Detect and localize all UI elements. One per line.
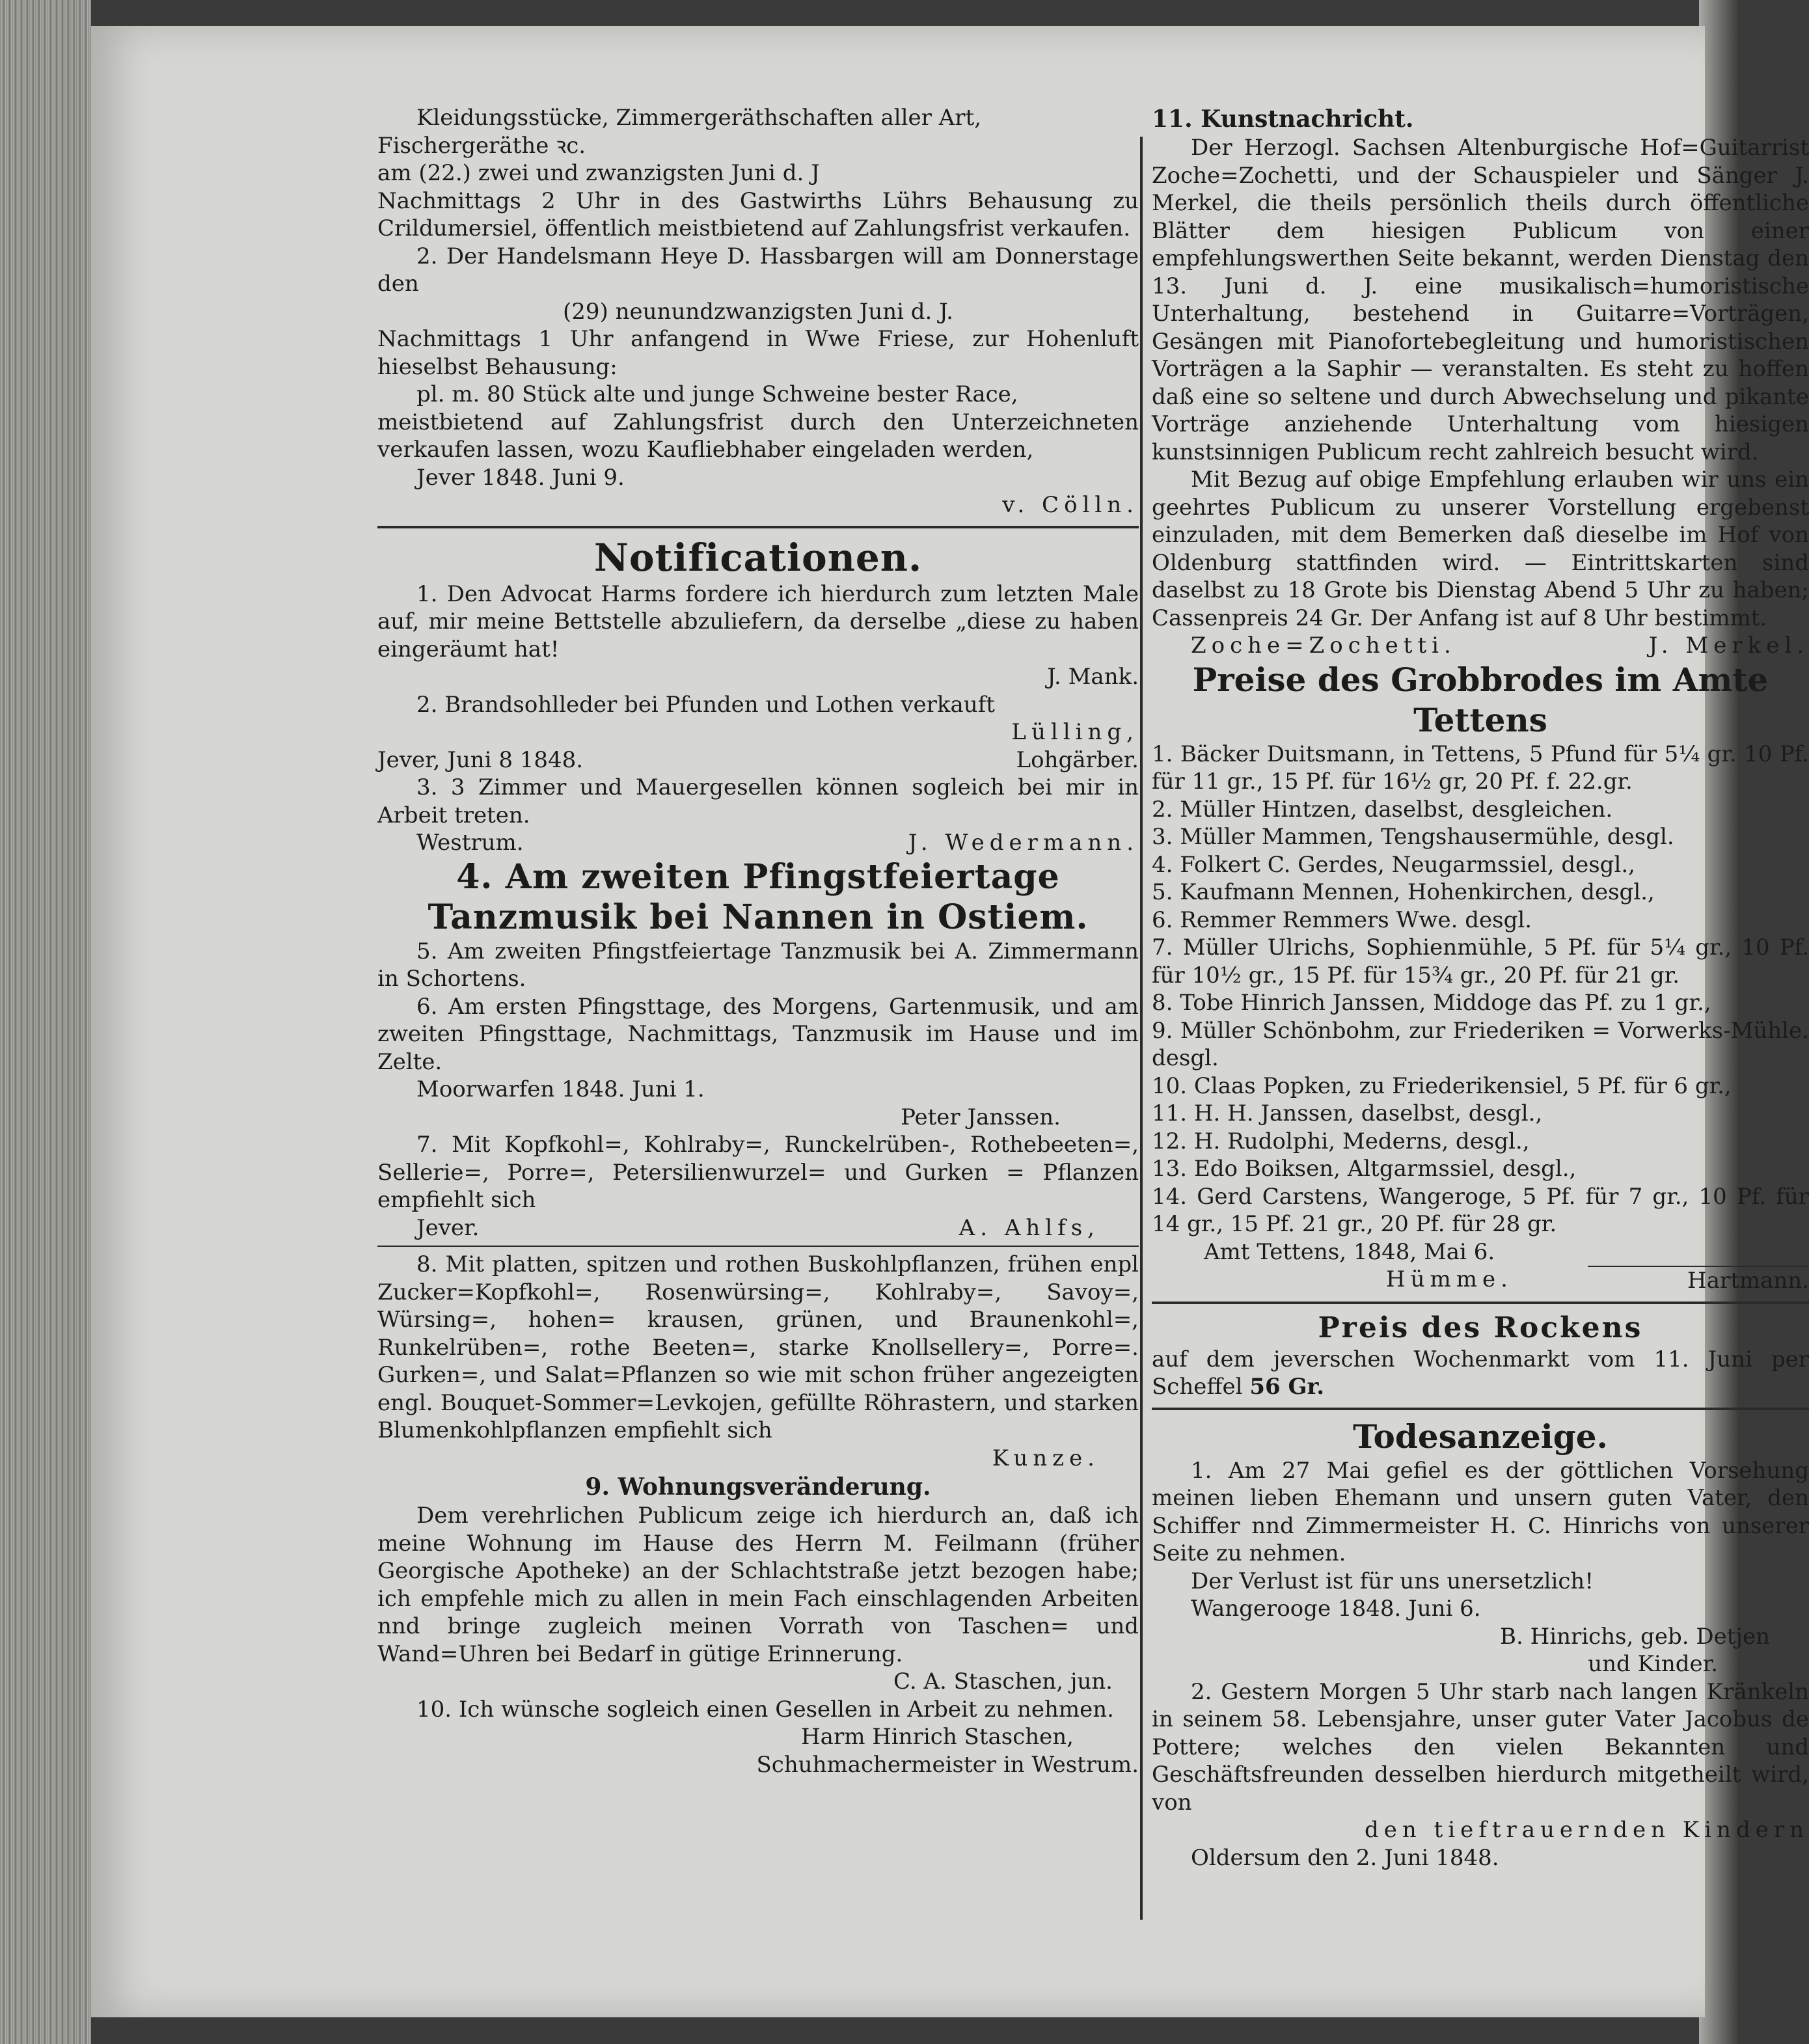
intro-line: Kleidungsstücke, Zimmergeräthschaften aller Art, — [416, 105, 981, 131]
notice-1-signature: J. Mank. — [1047, 664, 1139, 690]
notice-11-b: Mit Bezug auf obige Empfehlung erlauben wir uns ein geehrtes Publicum zu unserer Vorstellung ergebenst einzuladen, mit dem Bemerken daß dieselbe im Hof von Oldenburg stattfinden wird. — Eintrittskarten sind daselbst zu 18 Grote bis Dienstag Abend 5 Uhr zu haben; Cassenpreis 24 Gr. Der Anfang ist auf 8 Uhr bestimmt. — [1152, 467, 1809, 631]
newspaper-page — [91, 26, 1809, 2017]
intro-line: pl. m. 80 Stück alte und junge Schweine bester Race, — [416, 381, 1018, 407]
prices-signature-2: Hartmann. — [1588, 1266, 1809, 1295]
notice-9: Dem verehrlichen Publicum zeige ich hierdurch an, daß ich meine Wohnung im Hause des Herrn M. Feilmann (früher Georgische Apotheke) an der Schlachtstraße jetzt bezogen habe; ich empfehle mich zu allen in mein Fach einschlagenden Arbeiten nnd bringe zugleich meinen Vorrath von Taschen= und Wand=Uhren bei Bedarf in gütige Erinnerung. — [377, 1503, 1139, 1667]
intro-signature: v. Cölln. — [1002, 492, 1139, 518]
notice-11-title: 11. Kunstnachricht. — [1152, 105, 1414, 133]
prices-place: Amt Tettens, 1848, Mai 6. — [1204, 1238, 1495, 1265]
death-notice-1: 1. Am 27 Mai gefiel es der göttlichen Vorsehung meinen lieben Ehemann und unsern guten Vater, den Schiffer nnd Zimmermeister H. C. Hinrichs von unserer Seite zu nehmen. — [1152, 1457, 1809, 1566]
prices-signature-1: Hümme. — [1386, 1266, 1513, 1292]
notice-11-signature-2: J. Merkel. — [1648, 633, 1809, 659]
death-notice-heading: Todesanzeige. — [1353, 1417, 1608, 1456]
rye-price-value: 56 Gr. — [1249, 1374, 1325, 1400]
intro-line: am (22.) zwei und zwanzigsten Juni d. J — [377, 160, 820, 186]
notice-11: Der Herzogl. Sachsen Altenburgische Hof=Guitarrist Zoche=Zochetti, und der Schauspieler und Sänger J. Merkel, die theils persönlich theils durch öffentliche Blätter dem hiesigen Publicum von einer empfehlungswerthen Seite bekannt, werden Dienstag den 13. Juni d. J. eine musikalisch=humoristische Unterhaltung, bestehend in Guitarre=Vorträgen, Gesängen mit Pianofortebegleitung und humoristischen Vorträgen a la Saphir — veranstalten. Es steht zu hoffen daß eine so seltene und durch Abwechselung und pikante Vorträge anziehende Unterhaltung vom hiesigen kunstsinnigen Publicum recht zahlreich besucht wird. — [1152, 135, 1809, 465]
price-item: 11. H. H. Janssen, daselbst, desgl., — [1152, 1100, 1543, 1126]
intro-line: Fischergeräthe ꝛc. — [377, 132, 586, 159]
notice-10-occupation: Schuhmachermeister in Westrum. — [756, 1751, 1139, 1778]
death-notice-1-b: Der Verlust ist für uns unersetzlich! — [1191, 1568, 1594, 1594]
notice-2-name: Lülling, — [1011, 719, 1139, 745]
notice-2: 2. Brandsohlleder bei Pfunden und Lothen verkauft — [416, 691, 995, 718]
intro-line: meistbietend auf Zahlungsfrist durch den Unterzeichneten verkaufen lassen, wozu Kaufliebhaber eingeladen werden, — [377, 409, 1139, 463]
notice-3-place: Westrum. — [416, 830, 524, 856]
section-rule — [377, 526, 1139, 528]
book-page-edges — [0, 0, 91, 2044]
notice-3-signature: J. Wedermann. — [908, 830, 1139, 856]
intro-line: Nachmittags 2 Uhr in des Gastwirths Lührs Behausung zu Crildumersiel, öffentlich meistbietend auf Zahlungsfrist verkaufen. — [377, 187, 1139, 241]
intro-line: Nachmittags 1 Uhr anfangend in Wwe Friese, zur Hohenluft hieselbst Behausung: — [377, 326, 1139, 380]
rye-price-heading: Preis des Rockens — [1318, 1311, 1643, 1344]
notice-4-line-2: Tanzmusik bei Nannen in Ostiem. — [428, 897, 1089, 937]
notice-6-signature: Peter Janssen. — [901, 1104, 1061, 1130]
death-notice-2-place: Oldersum den 2. Juni 1848. — [1191, 1844, 1499, 1871]
notice-8-signature: Kunze. — [992, 1445, 1100, 1471]
rye-price-label: auf dem jeverschen Wochenmarkt vom 11. Juni per Scheffel — [1152, 1346, 1809, 1400]
left-column — [377, 104, 1139, 1778]
intro-line: 2. Der Handelsmann Heye D. Hassbargen will am Donnerstage den — [377, 243, 1139, 297]
notice-5: 5. Am zweiten Pfingstfeiertage Tanzmusik bei A. Zimmermann in Schortens. — [377, 938, 1139, 992]
right-column — [1152, 104, 1809, 1872]
section-rule — [1152, 1408, 1809, 1410]
death-notice-1-signature: B. Hinrichs, geb. Detjen — [1499, 1623, 1770, 1650]
notice-3: 3. 3 Zimmer und Mauergesellen können sogleich bei mir in Arbeit treten. — [377, 774, 1139, 828]
notice-2-place: Jever, Juni 8 1848. — [377, 746, 584, 773]
death-notice-1-place: Wangerooge 1848. Juni 6. — [1191, 1596, 1481, 1622]
price-item: 14. Gerd Carstens, Wangeroge, 5 Pf. für 7 gr., 10 Pf. für 14 gr., 15 Pf. 21 gr., 20 Pf. für 28 gr. — [1152, 1183, 1809, 1237]
notice-7-signature: A. Ahlfs, — [959, 1214, 1100, 1241]
intro-line: (29) neunundzwanzigsten Juni d. J. — [563, 298, 953, 325]
notice-7: 7. Mit Kopfkohl=, Kohlraby=, Runckelrüben-, Rothebeeten=, Sellerie=, Porre=, Petersilienwurzel= und Gurken = Pflanzen empfiehlt sich — [377, 1132, 1139, 1213]
price-item: 10. Claas Popken, zu Friederikensiel, 5 Pf. für 6 gr., — [1152, 1072, 1732, 1099]
death-notice-2: 2. Gestern Morgen 5 Uhr starb nach langen Kränkeln in seinem 58. Lebensjahre, unser guter Vater Jacobus de Pottere; welches den vielen Bekannten und Geschäftsfreunden desselben hierdurch mitgetheilt wird, von — [1152, 1678, 1809, 1816]
section-rule — [1152, 1301, 1809, 1304]
price-item: 4. Folkert C. Gerdes, Neugarmssiel, desgl., — [1152, 851, 1635, 878]
price-item: 2. Müller Hintzen, daselbst, desgleichen. — [1152, 796, 1613, 823]
notice-11-signature-1: Zoche=Zochetti. — [1191, 633, 1456, 659]
bread-prices-heading: Preise des Grobbrodes im Amte Tettens — [1192, 660, 1769, 739]
notice-10-signature: Harm Hinrich Staschen, — [801, 1724, 1074, 1750]
bread-prices-list — [1152, 741, 1809, 1238]
notice-8: 8. Mit platten, spitzen und rothen Buskohlpflanzen, frühen enpl Zucker=Kopfkohl=, Rosenwürsing=, Kohlraby=, Savoy=, Würsing=, hohen= krausen, grünen, und Braunenkohl=, Runkelrüben=, rothe Beeten=, starke Knollsellery=, Porre=. Gurken=, und Salat=Pflanzen so wie mit schon früher angezeigten engl. Bouquet-Sommer=Levkojen, gefüllte Röhrastern, und starken Blumenkohlpflanzen empfiehlt sich — [377, 1251, 1139, 1443]
price-item: 12. H. Rudolphi, Mederns, desgl., — [1152, 1128, 1530, 1154]
intro-line: Jever 1848. Juni 9. — [416, 464, 625, 491]
price-item: 9. Müller Schönbohm, zur Friederiken = Vorwerks-Mühle. desgl. — [1152, 1017, 1809, 1071]
death-notice-1-signature-2: und Kinder. — [1588, 1651, 1718, 1677]
notice-9-signature: C. A. Staschen, jun. — [893, 1669, 1113, 1695]
price-item: 7. Müller Ulrichs, Sophienmühle, 5 Pf. für 5¼ gr., 10 Pf. für 10½ gr., 15 Pf. für 15¾ gr., 20 Pf. für 21 gr. — [1152, 934, 1809, 988]
notifications-heading: Notificationen. — [593, 535, 923, 580]
price-item: 5. Kaufmann Mennen, Hohenkirchen, desgl., — [1152, 879, 1655, 905]
column-divider — [1140, 137, 1143, 1920]
price-item: 13. Edo Boiksen, Altgarmssiel, desgl., — [1152, 1156, 1577, 1182]
notice-1: 1. Den Advocat Harms fordere ich hierdurch zum letzten Male auf, mir meine Bettstelle abzuliefern, da derselbe „diese zu haben eingeräumt hat! — [377, 580, 1139, 662]
price-item: 6. Remmer Remmers Wwe. desgl. — [1152, 906, 1532, 933]
notice-9-title: 9. Wohnungsveränderung. — [585, 1473, 931, 1501]
death-notice-2-signature: den tieftrauernden Kindern — [1365, 1817, 1809, 1843]
notice-rule — [377, 1246, 1139, 1247]
price-item: 8. Tobe Hinrich Janssen, Middoge das Pf. zu 1 gr., — [1152, 990, 1711, 1016]
notice-6-place: Moorwarfen 1848. Juni 1. — [416, 1076, 705, 1102]
price-item: 1. Bäcker Duitsmann, in Tettens, 5 Pfund für 5¼ gr. 10 Pf. für 11 gr., 15 Pf. für 16½ gr, 20 Pf. f. 22.gr. — [1152, 741, 1809, 795]
notice-7-place: Jever. — [416, 1214, 480, 1241]
price-item: 3. Müller Mammen, Tengshausermühle, desgl. — [1152, 824, 1674, 850]
notice-4-line-1: 4. Am zweiten Pfingstfeiertage — [456, 856, 1060, 897]
rye-price-text — [1152, 1346, 1809, 1401]
notice-2-signature: Lohgärber. — [1016, 746, 1139, 773]
notice-10: 10. Ich wünsche sogleich einen Gesellen in Arbeit zu nehmen. — [416, 1696, 1114, 1723]
notice-6: 6. Am ersten Pfingsttage, des Morgens, Gartenmusik, und am zweiten Pfingsttage, Nachmittags, Tanzmusik im Hause und im Zelte. — [377, 993, 1139, 1075]
